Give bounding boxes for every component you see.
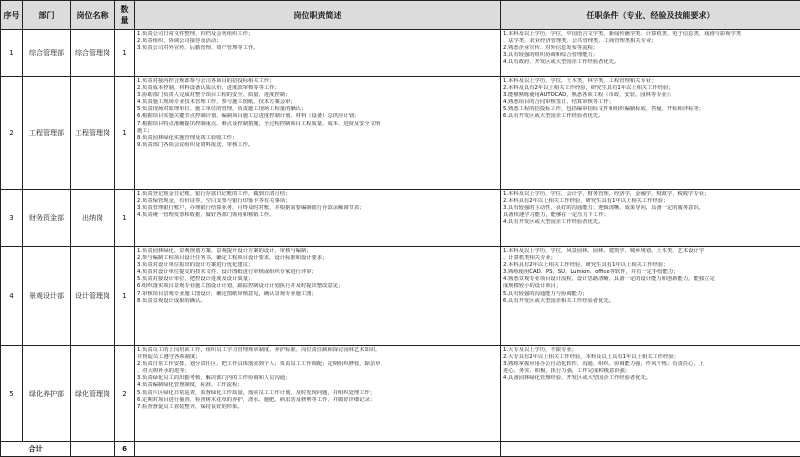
requirement-line: 、法学类、农业经济管理类、公共管理类、工商管理类相关专业； xyxy=(503,38,798,45)
requirement-line: 具备快速学习能力，能够在一定压力下工作； xyxy=(503,212,798,219)
row-dept: 财务资金部 xyxy=(23,190,71,247)
duty-line: 1.负责登记现金日记账、银行存款日记账的工作，做到日清月结； xyxy=(137,191,498,198)
row-seq: 4 xyxy=(1,247,23,346)
row-dept: 景观设计部 xyxy=(23,247,71,346)
requirement-line: 5.具有较强的沟通能力与协调能力； xyxy=(503,291,798,298)
header-seq: 序号 xyxy=(1,1,23,30)
requirement-line: 1.本科及以上学历，学位，土木类、林学类、工程管理相关专业； xyxy=(503,78,798,85)
requirement-line: 4.具有政府、开发区或大型国企工作经验者优先。 xyxy=(503,59,798,66)
duty-line: 3.负责管理银行账户，办理银行结算业务，月终及时对账，并根据需要编制银行存款余额调节表； xyxy=(137,205,498,212)
requirement-line: 2.熟悉企业宣传、对外信息发布等流程； xyxy=(503,45,798,52)
total-label: 合计 xyxy=(1,442,71,457)
duty-line: 2.负责保管现金，有价证券、空白支票与银行印鉴卡等有关事项； xyxy=(137,198,498,205)
duty-line: 1.负责园林绿化、景观规划方案、景观提升设计方案的设计、审核与编制； xyxy=(137,248,498,255)
requirement-line: 成规模较小的设计项目； xyxy=(503,283,798,290)
header-reqs: 任职条件（专业、经验及技能要求） xyxy=(501,1,800,30)
requirement-line: 2.本科及具有2年以上相关工作经验，研究生具有1年以上相关工作经验； xyxy=(503,85,798,92)
row-duties xyxy=(135,77,501,190)
duty-line: 4.负责施工现场专业技术管理工作，参与施工图纸，技术方案会审； xyxy=(137,99,498,106)
row-seq: 2 xyxy=(1,77,23,190)
requirement-line: 2.本科具有2年以上相关工作经验，研究生具有1年以上相关工作经验； xyxy=(503,198,798,205)
row-post: 综合管理岗 xyxy=(71,30,115,77)
duty-line: 3.负责公司对外宣传、后勤管理、资产管理等工作。 xyxy=(137,45,498,52)
table-row xyxy=(1,77,800,190)
table-row xyxy=(1,346,800,442)
duty-line: 施工； xyxy=(137,128,498,135)
requirement-line: 进心、务实、积极，执行力强，工作完成积极意识强； xyxy=(503,368,798,375)
requirement-line: 、计算机类相关专业； xyxy=(503,255,798,262)
row-dept: 绿化养护部 xyxy=(23,346,71,442)
header-post: 岗位名称 xyxy=(71,1,115,30)
requirement-line: 2.本科具有2年以上相关工作经验，研究生具有1年以上相关工作经验； xyxy=(503,262,798,269)
row-reqs xyxy=(501,30,800,77)
duty-line: 9.负责部门各项会议组织及资料报送，审核工作。 xyxy=(137,142,498,149)
duty-line: 4.负责对设计单位提交的技术文件、设计图纸进行审核或组织专家进行评审； xyxy=(137,269,498,276)
duty-line: 8.负责景观设计成果的确认。 xyxy=(137,298,498,305)
requirement-line: 3.具有较强的组织协调和综合管理能力； xyxy=(503,52,798,59)
row-seq: 1 xyxy=(1,30,23,77)
row-duties xyxy=(135,247,501,346)
duty-line: 1.负责公司日常文件整理、归档及会务组织工作； xyxy=(137,31,498,38)
duty-line: 8.负责园林绿化实施管理及竣工验收工作； xyxy=(137,135,498,142)
duty-line: 5.负责现场对监理单位、施工单位的管理，负责施工现场工程量的确认； xyxy=(137,106,498,113)
duty-line: 5.负责片区绿化日常巡查，监督绿化工作质量，落实员工工作计划，及时发现问题，并组织处理工作； xyxy=(137,390,498,397)
requirement-line: 5.熟悉工程的招投标工作，包括编审招标文件和组织编制标底、答疑、开标和评标等； xyxy=(503,106,798,113)
requirement-line: 6.具有开发区或大型国企工作经验者优先。 xyxy=(503,113,798,120)
total-count: 6 xyxy=(115,442,135,457)
duty-line: 4.负责编制绿化管理制度，标准、工作流程； xyxy=(137,382,498,389)
header-dept: 部门 xyxy=(23,1,71,30)
duty-line: 2.负责组织、协调公司接待及活动； xyxy=(137,38,498,45)
duty-line: 3.负责绿化员工的出勤考核，解决部门内的工作协调和人员沟通； xyxy=(137,375,498,382)
duty-line: 2.参与编制工程项目设计任务书，确定工程项目设计要求，设计标准和设计要求； xyxy=(137,255,498,262)
requirement-line: 3.熟练掌握应用办公自动化软件，沟通、组织、协调能力强，作风干练；有责任心、上 xyxy=(503,361,798,368)
duty-line: 3.负责对设计单位报出的设计方案进行优化建议； xyxy=(137,262,498,269)
duty-line: 3.协助部门负责人完成对整个项目工程的安全、质量、进度控制； xyxy=(137,92,498,99)
requirement-line: 4.熟悉项目的合同审核签订、结算审核等工作； xyxy=(503,99,798,106)
duty-line: 2.负责日常工作安排，划分责任区，把工作具体落实到个人；负责员工工作调配；定期组织修枝、除杂草 xyxy=(137,361,498,368)
requirement-line: 3.熟练使用CAD、PS、SU、Lumion、office等软件，并有一定手绘能力； xyxy=(503,269,798,276)
row-post: 绿化管理岗 xyxy=(71,346,115,442)
duty-line: 1.负责对接内控合规部参与公司各项目的招投标相关工作； xyxy=(137,78,498,85)
duty-line: 7.根据项目特点准确提出控制重点、难点及控制措施，全过程控制项目工程质量、成本、进度及安全文明 xyxy=(137,121,498,128)
requirement-line: 4.具有开发区或大型国企工作经验者优先。 xyxy=(503,219,798,226)
duty-line: 1.负责员工的上岗培训工作，组织员工学习管理规章制度、养护标准、岗位责任制和探讨园林艺术知识， xyxy=(137,347,498,354)
row-count: 1 xyxy=(115,190,135,247)
header-duties: 岗位职责简述 xyxy=(135,1,501,30)
duty-line: 6.组织落实项目景观专业施工图设计计划，跟踪控制设计计划执行并及时提出整改意见； xyxy=(137,283,498,290)
duty-line: 、对大树补水的进等； xyxy=(137,368,498,375)
row-duties xyxy=(135,190,501,247)
duty-line: 2.负责成本控制，材料设备认质认价，进度款审核等等工作； xyxy=(137,85,498,92)
row-post: 出纳岗 xyxy=(71,190,115,247)
row-reqs xyxy=(501,190,800,247)
row-reqs xyxy=(501,346,800,442)
row-count: 1 xyxy=(115,77,135,190)
row-count: 1 xyxy=(115,30,135,77)
row-post: 工程管理岗 xyxy=(71,77,115,190)
requirement-line: 1.本科及以上学历，学位，风景园林、园林、建筑学、城乡规划、土木类、艺术设计学 xyxy=(503,248,798,255)
row-reqs xyxy=(501,247,800,346)
requirement-line: 1.本科及以上学历，学位，会计学，财务管理，经济学，金融学，财政学，税收学专业； xyxy=(503,191,798,198)
duty-line: 7.审核项目景观专业施工图设计，确定图纸审核意见，确认景观专业施工图； xyxy=(137,291,498,298)
row-dept: 综合管理部 xyxy=(23,30,71,77)
total-empty xyxy=(501,442,800,457)
duty-line: 5.负责对接设计单位，把控设计进度及设计质量； xyxy=(137,276,498,283)
row-seq: 5 xyxy=(1,346,23,442)
duty-line: 6.定期对项目进行抽查，检查树木花草的养护，浇水、施肥、病虫害及修剪等工作，并做好详细记录； xyxy=(137,397,498,404)
table-row xyxy=(1,190,800,247)
total-empty xyxy=(135,442,501,457)
header-count: 数量 xyxy=(115,1,135,30)
table-row xyxy=(1,30,800,77)
row-duties xyxy=(135,346,501,442)
requirement-line: 1.大专及以上学历，不限专业； xyxy=(503,347,798,354)
requirement-line: 4.具备园林绿化管理经验、开发区或大型国企工作经验者优先。 xyxy=(503,375,798,382)
row-post: 设计管理岗 xyxy=(71,247,115,346)
requirement-line: 1.本科及以上学历，学位，中国语言文学类、新闻传播学类、计算机类、电子信息类、戏剧与影视学类 xyxy=(503,31,798,38)
row-duties xyxy=(135,30,501,77)
requirement-line: 3.具有较强的主动性，良好的沟通能力；逻辑清晰，成果导向，具备一定的服务意识， xyxy=(503,205,798,212)
duty-line: 并督促员工遵守各项制度； xyxy=(137,354,498,361)
requirement-line: 3.能够熟练使用AUTOCAD，熟悉各项工程（市政、安装、园林等专业）； xyxy=(503,92,798,99)
requirement-line: 6.具有开发区或大型国企相关工作经验者优先。 xyxy=(503,298,798,305)
requirement-line: 4.熟悉景观专业项目设计流程，设计思路清晰，具备一定的设计能力和创新能力，能独立完 xyxy=(503,276,798,283)
total-empty xyxy=(71,442,115,457)
duty-line: 6.根据项目实施关键节点控制计划，编制项目施工总进度控制计划、材料（设备）总供应计划； xyxy=(137,113,498,120)
total-row xyxy=(1,442,800,457)
row-count: 2 xyxy=(115,346,135,442)
requirement-line: 2.大专具有2年以上相关工作经验，本科及以上具有1年以上相关工作经验； xyxy=(503,354,798,361)
duty-line: 7.检查督促员工着装整齐，保持良好的形象。 xyxy=(137,404,498,411)
table-row xyxy=(1,247,800,346)
row-count: 1 xyxy=(115,247,135,346)
header-row xyxy=(1,1,800,30)
row-reqs xyxy=(501,77,800,190)
row-dept: 工程管理部 xyxy=(23,77,71,190)
row-seq: 3 xyxy=(1,190,23,247)
duty-line: 4.负责统一管理发票和收据，做好各部门领用和核销工作。 xyxy=(137,212,498,219)
